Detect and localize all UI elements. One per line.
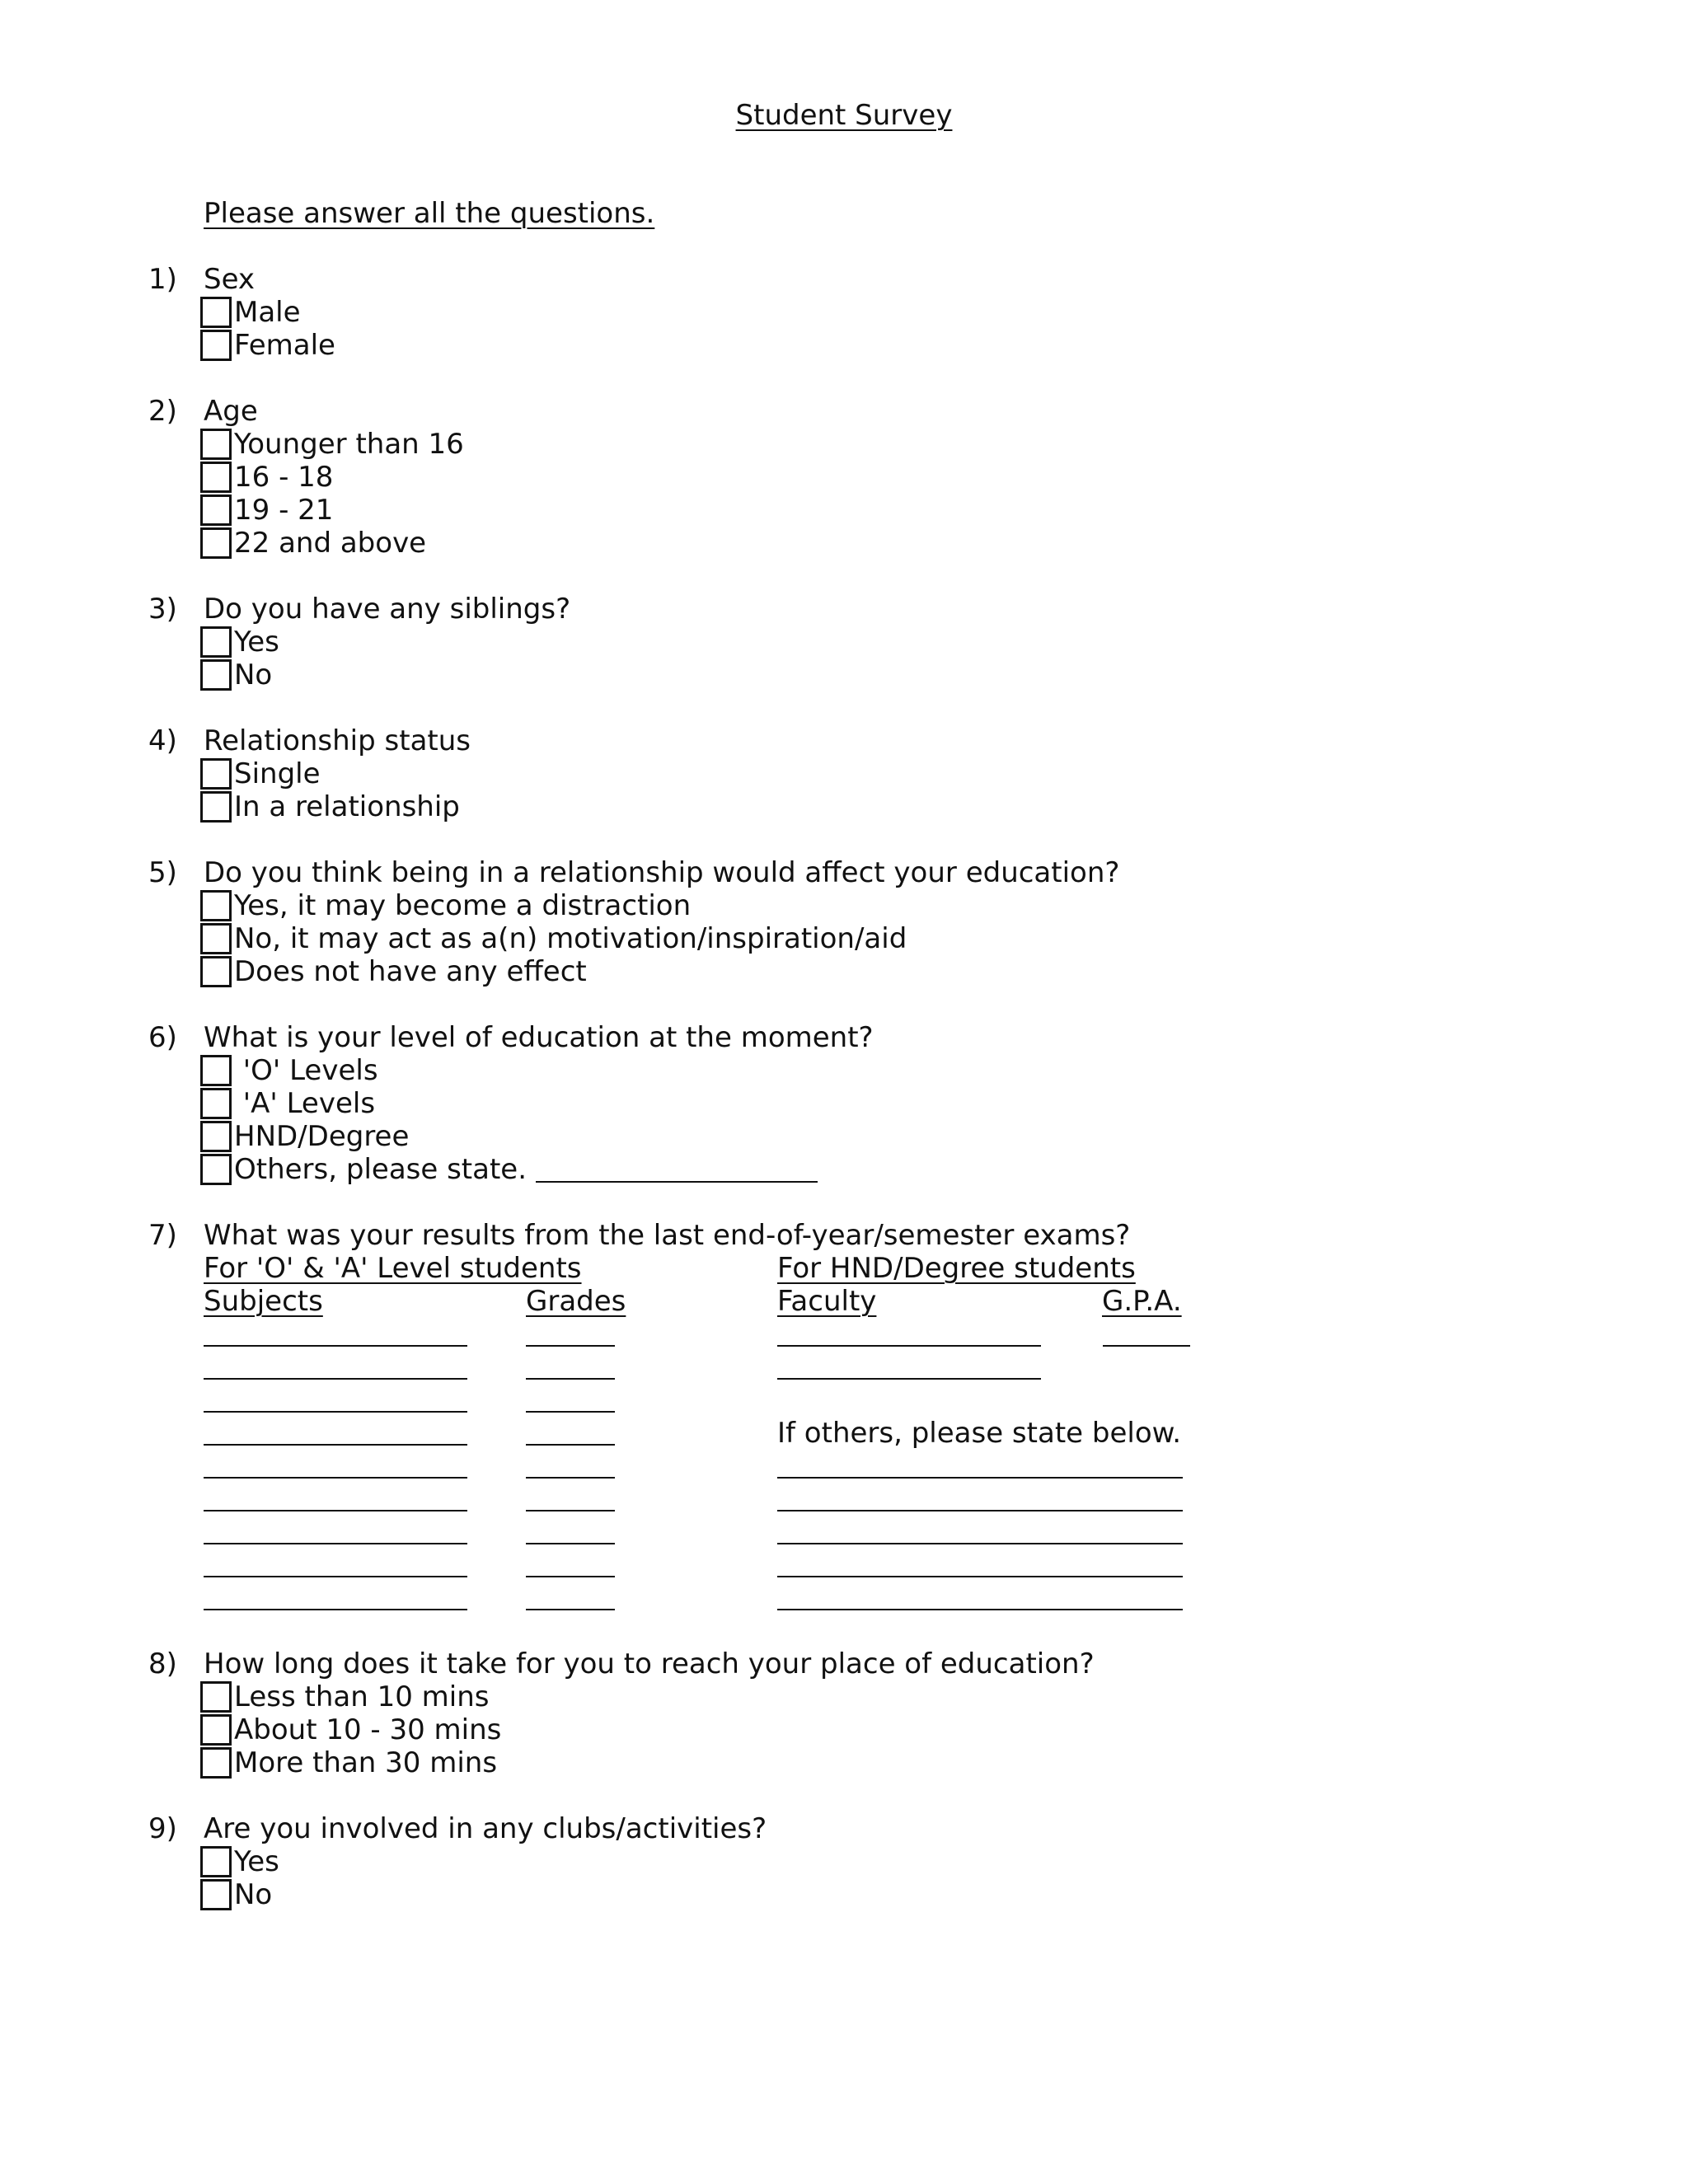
others-input-line[interactable] bbox=[777, 1543, 1183, 1544]
checkbox[interactable] bbox=[200, 297, 232, 328]
question-text: Age bbox=[204, 395, 258, 428]
option-label: In a relationship bbox=[234, 790, 460, 823]
option-no bbox=[200, 658, 279, 691]
option-label: Yes, it may become a distraction bbox=[234, 889, 692, 922]
question-text: Sex bbox=[204, 263, 256, 296]
option-label: More than 30 mins bbox=[234, 1746, 498, 1779]
subject-input-line[interactable] bbox=[204, 1510, 467, 1511]
option-female bbox=[200, 329, 335, 362]
grades-label: Grades bbox=[526, 1285, 626, 1318]
survey-title: Student Survey bbox=[735, 99, 953, 132]
grade-input-line[interactable] bbox=[526, 1576, 615, 1577]
option-label: 19 - 21 bbox=[234, 494, 334, 527]
option-in-a-relationship bbox=[200, 790, 460, 823]
subject-input-line[interactable] bbox=[204, 1576, 467, 1577]
question-text: Are you involved in any clubs/activities? bbox=[204, 1812, 767, 1845]
hnd-students-heading: For HND/Degree students bbox=[777, 1252, 1136, 1285]
subject-input-line[interactable] bbox=[204, 1378, 467, 1380]
grade-input-line[interactable] bbox=[526, 1609, 615, 1610]
checkbox[interactable] bbox=[200, 1055, 232, 1086]
checkbox[interactable] bbox=[200, 1879, 232, 1910]
checkbox[interactable] bbox=[200, 659, 232, 691]
option-motivation bbox=[200, 922, 907, 955]
option-label: 'O' Levels bbox=[234, 1054, 378, 1087]
grade-input-line[interactable] bbox=[526, 1477, 615, 1479]
option-yes bbox=[200, 626, 279, 658]
gpa-input-line[interactable] bbox=[1103, 1345, 1190, 1347]
option-hnd-degree bbox=[200, 1120, 818, 1153]
option-label: 'A' Levels bbox=[234, 1087, 376, 1120]
checkbox[interactable] bbox=[200, 330, 232, 361]
option-label: Yes bbox=[234, 626, 279, 658]
checkbox[interactable] bbox=[200, 758, 232, 790]
checkbox[interactable] bbox=[200, 494, 232, 526]
checkbox[interactable] bbox=[200, 462, 232, 493]
option-label: Single bbox=[234, 757, 321, 790]
option-no-effect bbox=[200, 955, 907, 988]
option-label: Male bbox=[234, 296, 301, 329]
subject-input-line[interactable] bbox=[204, 1543, 467, 1544]
option-label: 22 and above bbox=[234, 527, 427, 560]
option-less-than-10 bbox=[200, 1680, 501, 1713]
option-label: About 10 - 30 mins bbox=[234, 1713, 502, 1746]
checkbox[interactable] bbox=[200, 1681, 232, 1713]
grade-input-line[interactable] bbox=[526, 1444, 615, 1446]
checkbox[interactable] bbox=[200, 1714, 232, 1746]
others-input-line[interactable] bbox=[536, 1181, 818, 1183]
option-label: Yes bbox=[234, 1845, 279, 1878]
others-input-line[interactable] bbox=[777, 1609, 1183, 1610]
grade-input-line[interactable] bbox=[526, 1411, 615, 1413]
question-number: 8) bbox=[148, 1647, 177, 1680]
option-others bbox=[200, 1153, 818, 1186]
option-label: No bbox=[234, 1878, 273, 1911]
subject-input-line[interactable] bbox=[204, 1444, 467, 1446]
checkbox[interactable] bbox=[200, 1088, 232, 1119]
option-o-levels bbox=[200, 1054, 818, 1087]
checkbox[interactable] bbox=[200, 1121, 232, 1152]
option-label: Younger than 16 bbox=[234, 428, 464, 461]
subject-input-line[interactable] bbox=[204, 1411, 467, 1413]
question-text: What is your level of education at the moment? bbox=[204, 1021, 874, 1054]
question-number: 4) bbox=[148, 724, 177, 757]
option-label: Less than 10 mins bbox=[234, 1680, 490, 1713]
subject-input-line[interactable] bbox=[204, 1477, 467, 1479]
others-input-line[interactable] bbox=[777, 1510, 1183, 1511]
question-number: 7) bbox=[148, 1219, 177, 1252]
question-number: 3) bbox=[148, 593, 177, 626]
option-16-18 bbox=[200, 461, 464, 494]
subjects-label: Subjects bbox=[204, 1285, 323, 1318]
checkbox[interactable] bbox=[200, 429, 232, 460]
question-text: Relationship status bbox=[204, 724, 471, 757]
option-no bbox=[200, 1878, 279, 1911]
option-yes bbox=[200, 1845, 279, 1878]
option-label: 16 - 18 bbox=[234, 461, 334, 494]
checkbox[interactable] bbox=[200, 890, 232, 921]
checkbox[interactable] bbox=[200, 1846, 232, 1877]
ol-students-heading: For 'O' & 'A' Level students bbox=[204, 1252, 582, 1285]
option-22-and-above bbox=[200, 527, 464, 560]
checkbox[interactable] bbox=[200, 791, 232, 823]
checkbox[interactable] bbox=[200, 1747, 232, 1779]
option-distraction bbox=[200, 889, 907, 922]
faculty-input-line[interactable] bbox=[777, 1378, 1041, 1380]
option-male bbox=[200, 296, 335, 329]
question-number: 6) bbox=[148, 1021, 177, 1054]
grade-input-line[interactable] bbox=[526, 1378, 615, 1380]
question-number: 9) bbox=[148, 1812, 177, 1845]
checkbox[interactable] bbox=[200, 527, 232, 559]
option-label: HND/Degree bbox=[234, 1120, 410, 1153]
question-number: 1) bbox=[148, 263, 177, 296]
option-a-levels bbox=[200, 1087, 818, 1120]
question-text: Do you have any siblings? bbox=[204, 593, 571, 626]
option-label: Others, please state. bbox=[234, 1153, 536, 1186]
subject-input-line[interactable] bbox=[204, 1345, 467, 1347]
question-text: How long does it take for you to reach your place of education? bbox=[204, 1647, 1095, 1680]
question-text: Do you think being in a relationship would affect your education? bbox=[204, 856, 1120, 889]
option-label: No, it may act as a(n) motivation/inspiration/aid bbox=[234, 922, 907, 955]
grade-input-line[interactable] bbox=[526, 1345, 615, 1347]
checkbox[interactable] bbox=[200, 1154, 232, 1185]
instruction-text: Please answer all the questions. bbox=[204, 197, 655, 230]
option-19-21 bbox=[200, 494, 464, 527]
others-input-line[interactable] bbox=[777, 1477, 1183, 1479]
grade-input-line[interactable] bbox=[526, 1510, 615, 1511]
others-input-line[interactable] bbox=[777, 1576, 1183, 1577]
others-note: If others, please state below. bbox=[777, 1417, 1182, 1450]
question-text: What was your results from the last end-of-year/semester exams? bbox=[204, 1219, 1131, 1252]
checkbox[interactable] bbox=[200, 923, 232, 954]
option-single bbox=[200, 757, 460, 790]
checkbox[interactable] bbox=[200, 956, 232, 987]
option-more-than-30 bbox=[200, 1746, 501, 1779]
gpa-label: G.P.A. bbox=[1102, 1285, 1182, 1318]
option-label: No bbox=[234, 658, 273, 691]
option-label: Does not have any effect bbox=[234, 955, 587, 988]
question-number: 2) bbox=[148, 395, 177, 428]
option-younger-than-16 bbox=[200, 428, 464, 461]
checkbox[interactable] bbox=[200, 626, 232, 658]
question-number: 5) bbox=[148, 856, 177, 889]
option-10-30 bbox=[200, 1713, 501, 1746]
grade-input-line[interactable] bbox=[526, 1543, 615, 1544]
faculty-input-line[interactable] bbox=[777, 1345, 1041, 1347]
faculty-label: Faculty bbox=[777, 1285, 877, 1318]
subject-input-line[interactable] bbox=[204, 1609, 467, 1610]
option-label: Female bbox=[234, 329, 335, 362]
